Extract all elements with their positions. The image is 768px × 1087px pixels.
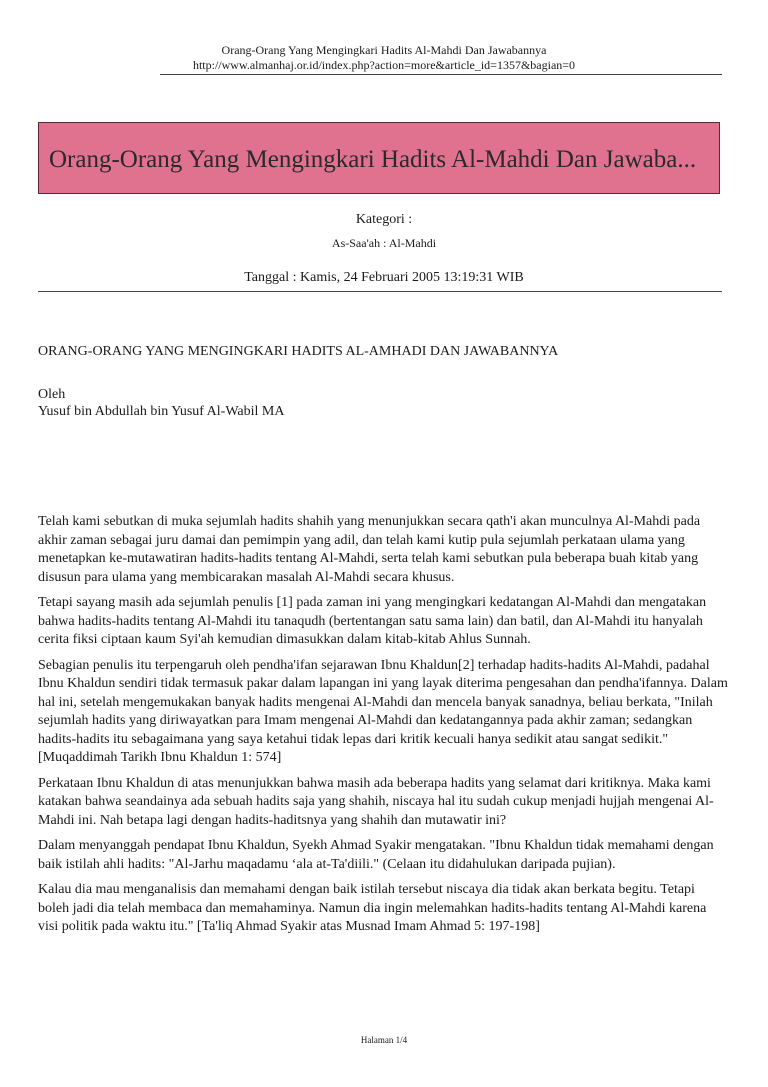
meta-divider xyxy=(38,291,722,292)
body-paragraph: Dalam menyanggah pendapat Ibnu Khaldun, Syekh Ahmad Syakir mengatakan. "Ibnu Khaldun tidak memahami dengan baik istilah ahli hadits: "Al-Jarhu maqadamu ‘ala at-Ta'diili." (Celaan itu didahulukan daripada pujian). xyxy=(38,838,714,872)
article-title: Orang-Orang Yang Mengingkari Hadits Al-Mahdi Dan Jawaba... xyxy=(49,146,697,173)
header-divider xyxy=(160,74,722,75)
body-paragraph: Tetapi sayang masih ada sejumlah penulis [1] pada zaman ini yang mengingkari kedatangan Al-Mahdi dan mengatakan bahwa hadits-hadits tentang Al-Mahdi itu tanaqudh (bertentangan satu sama lain) dan batil, dan Al-Mahdi itu hanyalah cerita fiksi ciptaan kaum Syi'ah kemudian dimasukkan dalam kitab-kitab Ahlus Sunnah. xyxy=(38,595,707,647)
body-paragraph: Sebagian penulis itu terpengaruh oleh pendha'ifan sejarawan Ibnu Khaldun[2] terhadap hadits-hadits Al-Mahdi, padahal Ibnu Khaldun sendiri tidak termasuk pakar dalam lapangan ini yang layak diterima pengesahan dan pendha'ifannya. Dalam hal ini, setelah mengemukakan banyak hadits mengenai Al-Mahdi dan mencela banyak sanadnya, beliau berkata, "Inilah sejumlah hadits yang diriwayatkan para Imam mengenai Al-Mahdi dan kedatangannya pada akhir zaman; sedangkan hadits-hadits itu sebagaimana yang saya ketahui tidak lepas dari kritik kecuali hanya sedikit atau sangat sedikit." [Muqaddimah Tarikh Ibnu Khaldun 1: 574] xyxy=(38,657,728,765)
article-body xyxy=(38,513,728,944)
page-header-title: Orang-Orang Yang Mengingkari Hadits Al-Mahdi Dan Jawabannya xyxy=(221,43,547,57)
date-line: Tanggal : Kamis, 24 Februari 2005 13:19:31 WIB xyxy=(244,270,524,285)
author-label: Oleh xyxy=(38,387,66,402)
article-title-box xyxy=(38,122,720,194)
category-label: Kategori : xyxy=(355,212,413,227)
body-paragraph: Kalau dia mau menganalisis dan memahami dengan baik istilah tersebut niscaya dia tidak akan berkata begitu. Tetapi boleh jadi dia telah membaca dan memahaminya. Namun dia ingin melemahkan hadits-hadits tentang Al-Mahdi karena visi politik pada waktu itu." [Ta'liq Ahmad Syakir atas Musnad Imam Ahmad 5: 197-198] xyxy=(38,882,707,934)
page-number: Halaman 1/4 xyxy=(360,1035,408,1045)
category-value: As-Saa'ah : Al-Mahdi xyxy=(331,236,437,250)
body-paragraph: Perkataan Ibnu Khaldun di atas menunjukkan bahwa masih ada beberapa hadits yang selamat dari kritiknya. Maka kami katakan bahwa seandainya ada sebuah hadits saja yang shahih, niscaya hal itu sudah cukup menjadi hujjah mengenai Al-Mahdi ini. Nah betapa lagi dengan hadits-haditsnya yang shahih dan mutawatir ini? xyxy=(38,775,714,828)
article-heading: ORANG-ORANG YANG MENGINGKARI HADITS AL-AMHADI DAN JAWABANNYA xyxy=(38,344,559,359)
author-name: Yusuf bin Abdullah bin Yusuf Al-Wabil MA xyxy=(38,404,285,419)
page-header-url: http://www.almanhaj.or.id/index.php?action=more&article_id=1357&bagian=0 xyxy=(192,58,576,72)
body-paragraph: Telah kami sebutkan di muka sejumlah hadits shahih yang menunjukkan secara qath'i akan munculnya Al-Mahdi pada akhir zaman sebagai juru damai dan pemimpin yang adil, dan telah kami kutip pula sejumlah perkataan ulama yang menetapkan ke-mutawatiran hadits-hadits tentang Al-Mahdi, serta telah kami sebutkan pula beberapa buah kitab yang disusun para ulama yang membicarakan masalah Al-Mahdi secara khusus. xyxy=(38,514,701,585)
